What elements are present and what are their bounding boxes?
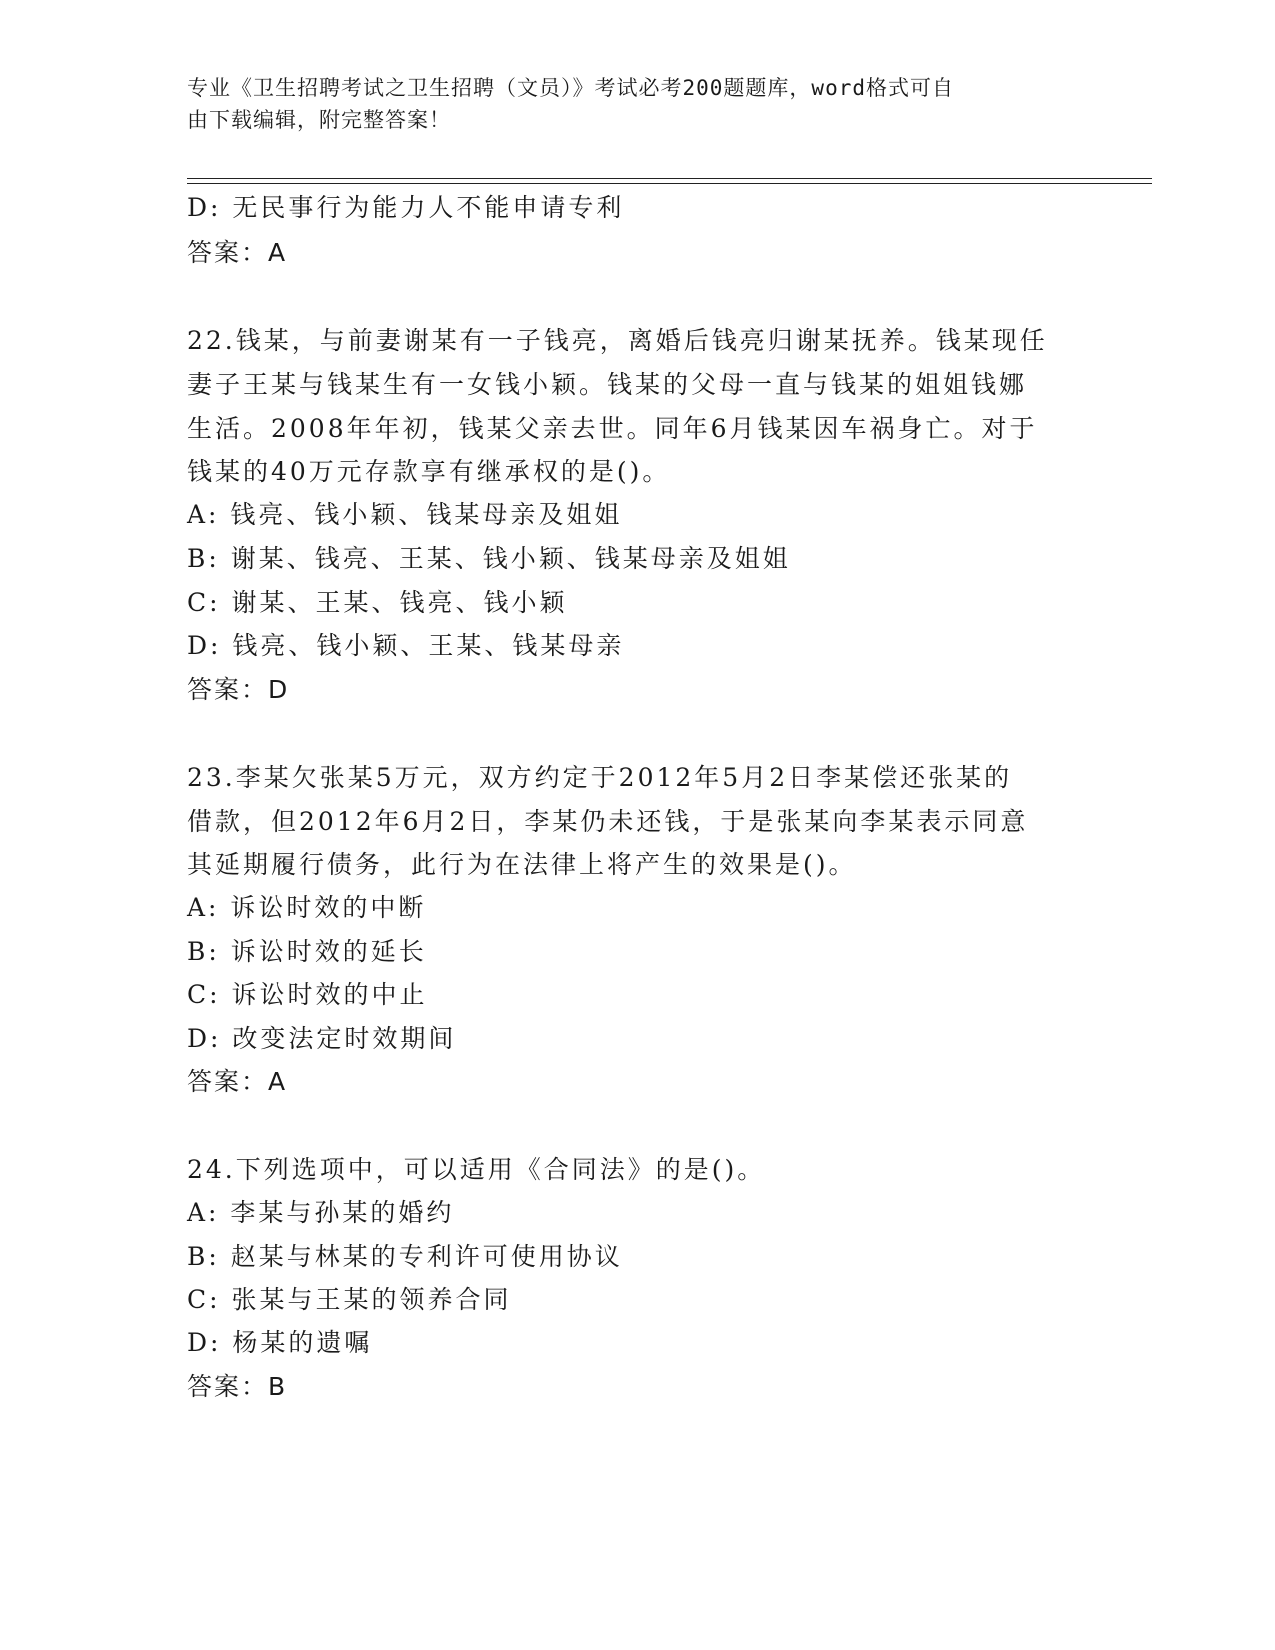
q23-option-c: C: 诉讼时效的中止 xyxy=(187,980,428,1009)
q22-option-b: B: 谢某、钱亮、王某、钱小颖、钱某母亲及姐姐 xyxy=(187,544,791,573)
q22-stem-line-4: 钱某的40万元存款享有继承权的是()。 xyxy=(187,457,671,486)
q24-option-a: A: 李某与孙某的婚约 xyxy=(187,1198,455,1227)
q22-stem-line-3: 生活。2008年年初，钱某父亲去世。同年6月钱某因车祸身亡。对于 xyxy=(187,414,1038,443)
document-header xyxy=(187,72,1067,136)
q22-answer: 答案：D xyxy=(187,675,290,704)
q23-option-a: A: 诉讼时效的中断 xyxy=(187,893,427,922)
q24-option-d: D: 杨某的遗嘱 xyxy=(187,1328,373,1357)
q24-answer: 答案：B xyxy=(187,1372,288,1401)
q24-stem-line-1: 24.下列选项中，可以适用《合同法》的是()。 xyxy=(187,1155,766,1184)
q22-option-c: C: 谢某、王某、钱亮、钱小颖 xyxy=(187,588,568,617)
prev-answer: 答案：A xyxy=(187,238,288,267)
q23-answer: 答案：A xyxy=(187,1067,288,1096)
q23-stem-line-2: 借款，但2012年6月2日，李某仍未还钱，于是张某向李某表示同意 xyxy=(187,807,1029,836)
header-divider-top xyxy=(187,178,1152,179)
q24-option-b: B: 赵某与林某的专利许可使用协议 xyxy=(187,1242,623,1271)
header-line-2: 由下载编辑，附完整答案！ xyxy=(187,108,451,132)
q22-stem-line-1: 22.钱某，与前妻谢某有一子钱亮，离婚后钱亮归谢某抚养。钱某现任 xyxy=(187,326,1048,355)
q23-stem-line-3: 其延期履行债务，此行为在法律上将产生的效果是()。 xyxy=(187,850,857,879)
q22-stem-line-2: 妻子王某与钱某生有一女钱小颖。钱某的父母一直与钱某的姐姐钱娜 xyxy=(187,370,1028,399)
header-line-1: 专业《卫生招聘考试之卫生招聘（文员）》考试必考200题题库，word格式可自 xyxy=(187,76,954,100)
q22-option-d: D: 钱亮、钱小颖、王某、钱某母亲 xyxy=(187,631,625,660)
prev-option-d: D: 无民事行为能力人不能申请专利 xyxy=(187,193,625,222)
q23-stem-line-1: 23.李某欠张某5万元，双方约定于2012年5月2日李某偿还张某的 xyxy=(187,763,1013,792)
q22-option-a: A: 钱亮、钱小颖、钱某母亲及姐姐 xyxy=(187,500,623,529)
header-divider-bottom xyxy=(187,183,1152,184)
q23-option-d: D: 改变法定时效期间 xyxy=(187,1024,457,1053)
q24-option-c: C: 张某与王某的领养合同 xyxy=(187,1285,512,1314)
q23-option-b: B: 诉讼时效的延长 xyxy=(187,937,427,966)
